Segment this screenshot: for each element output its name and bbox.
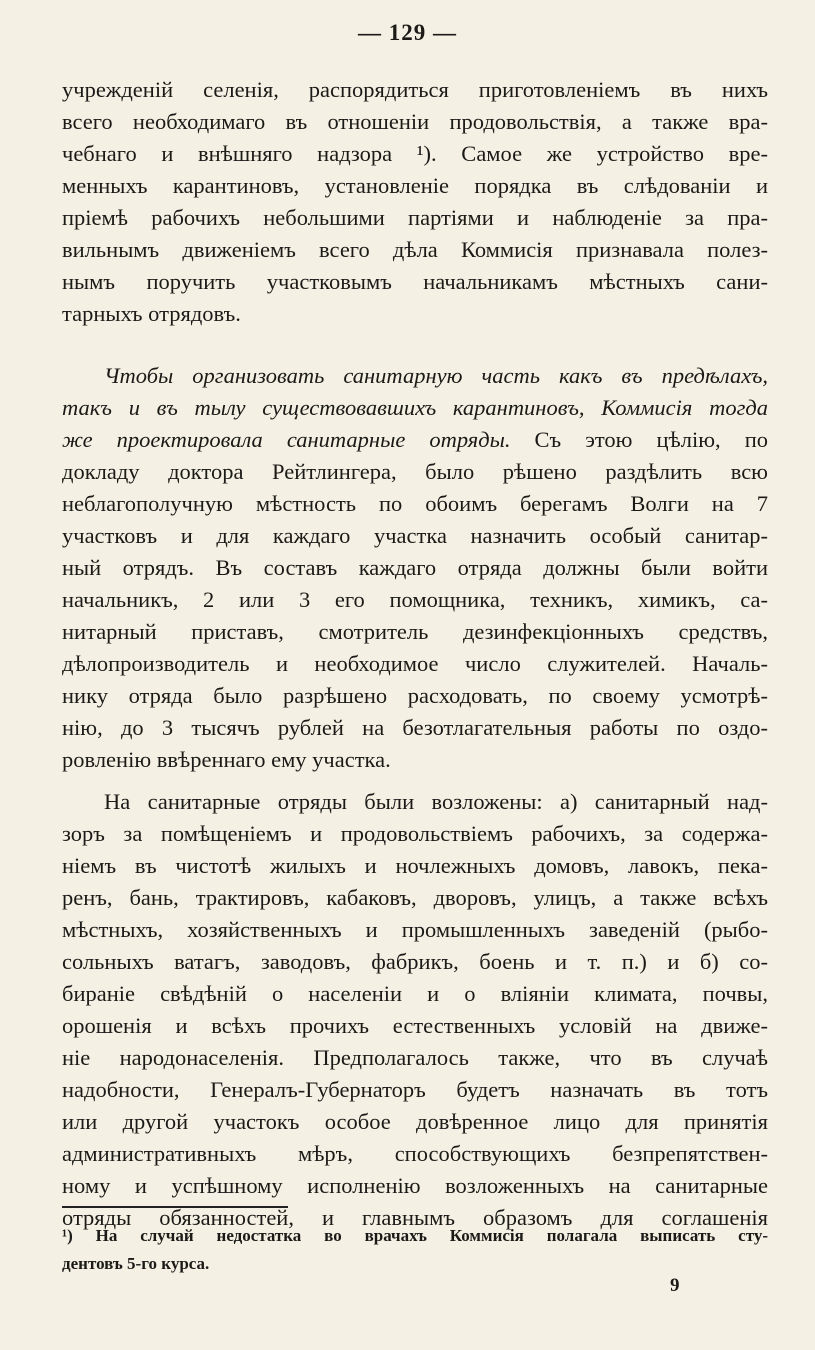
text-line: участковъ и для каждаго участка назначить особый санитар- <box>62 523 768 548</box>
text-line: учрежденій селенія, распорядиться приготовленіемъ въ нихъ <box>62 77 768 102</box>
text-line-italic: такъ и въ тылу существовавшихъ карантиновъ, Коммисія тогда <box>62 395 768 420</box>
text-line-italic: Чтобы организовать санитарную часть какъ въ предѣлахъ, <box>104 363 768 388</box>
text-line: ный отрядъ. Въ составъ каждаго отряда должны были войти <box>62 555 768 580</box>
footnote-divider <box>62 1206 288 1208</box>
body-text <box>62 74 768 1234</box>
text-line: нику отряда было разрѣшено расходовать, по своему усмотрѣ- <box>62 683 768 708</box>
text-line: мѣстныхъ, хозяйственныхъ и промышленныхъ заведеній (рыбо- <box>62 917 768 942</box>
text-line: или другой участокъ особое довѣренное лицо для принятія <box>62 1109 768 1134</box>
text-line: административныхъ мѣръ, способствующихъ безпрепятствен- <box>62 1141 768 1166</box>
text-line: орошенія и всѣхъ прочихъ естественныхъ условій на движе- <box>62 1013 768 1038</box>
text-line: сольныхъ ватагъ, заводовъ, фабрикъ, боень и т. п.) и б) со- <box>62 949 768 974</box>
paragraph-3 <box>62 786 768 1234</box>
text-line: ровленію ввѣреннаго ему участка. <box>62 747 391 772</box>
text-line: ніемъ въ чистотѣ жилыхъ и ночлежныхъ домовъ, лавокъ, пека- <box>62 853 768 878</box>
text-line: зоръ за помѣщеніемъ и продовольствіемъ рабочихъ, за содержа- <box>62 821 768 846</box>
text-line: ніе народонаселенія. Предполагалось также, что въ случаѣ <box>62 1045 768 1070</box>
text-line: нію, до 3 тысячъ рублей на безотлагательныя работы по оздо- <box>62 715 768 740</box>
italic-phrase: же проектировала санитарные отряды. <box>62 427 511 452</box>
page-number: — 129 — <box>358 20 457 45</box>
text-line: нымъ поручить участковымъ начальникамъ мѣстныхъ сани- <box>62 269 768 294</box>
text-line: вильнымъ движеніемъ всего дѣла Коммисія признавала полез- <box>62 237 768 262</box>
signature-mark: 9 <box>670 1275 680 1296</box>
text-line: нитарный приставъ, смотритель дезинфекціонныхъ средствъ, <box>62 619 768 644</box>
text-line: отряды обязанностей, и главнымъ образомъ для соглашенія <box>62 1205 768 1230</box>
text-line: надобности, Генералъ-Губернаторъ будетъ назначать въ тотъ <box>62 1077 768 1102</box>
text-line: ренъ, бань, трактировъ, кабаковъ, дворовъ, улицъ, а также всѣхъ <box>62 885 768 910</box>
text-line: На санитарные отряды были возложены: а) санитарный над- <box>104 789 768 814</box>
text-line: всего необходимаго въ отношеніи продовольствія, а также вра- <box>62 109 768 134</box>
footnote-line: дентовъ 5-го курса. <box>62 1254 210 1273</box>
text-line: докладу доктора Рейтлингера, было рѣшено раздѣлить всю <box>62 459 768 484</box>
text-line: чебнаго и внѣшняго надзора ¹). Самое же устройство вре- <box>62 141 768 166</box>
regular-phrase: Съ этою цѣлію, по <box>510 427 768 452</box>
paragraph-1 <box>62 74 768 330</box>
text-line: ному и успѣшному исполненію возложенныхъ на санитарные <box>62 1173 768 1198</box>
paragraph-2 <box>62 360 768 776</box>
footnote-line: ¹) На случай недостатка во врачахъ Коммисія полагала выписать сту- <box>62 1226 768 1245</box>
footnote <box>62 1222 768 1278</box>
text-line: неблагополучную мѣстность по обоимъ берегамъ Волги на 7 <box>62 491 768 516</box>
text-line: пріемѣ рабочихъ небольшими партіями и наблюденіе за пра- <box>62 205 768 230</box>
text-line-mixed <box>62 424 768 456</box>
text-line: тарныхъ отрядовъ. <box>62 301 241 326</box>
text-line: дѣлопроизводитель и необходимое число служителей. Началь- <box>62 651 768 676</box>
text-line: биранiе свѣдѣній о населеніи и о вліяніи климата, почвы, <box>62 981 768 1006</box>
text-line: начальникъ, 2 или 3 его помощника, техникъ, химикъ, са- <box>62 587 768 612</box>
text-line: менныхъ карантиновъ, установленіе порядка въ слѣдованіи и <box>62 173 768 198</box>
